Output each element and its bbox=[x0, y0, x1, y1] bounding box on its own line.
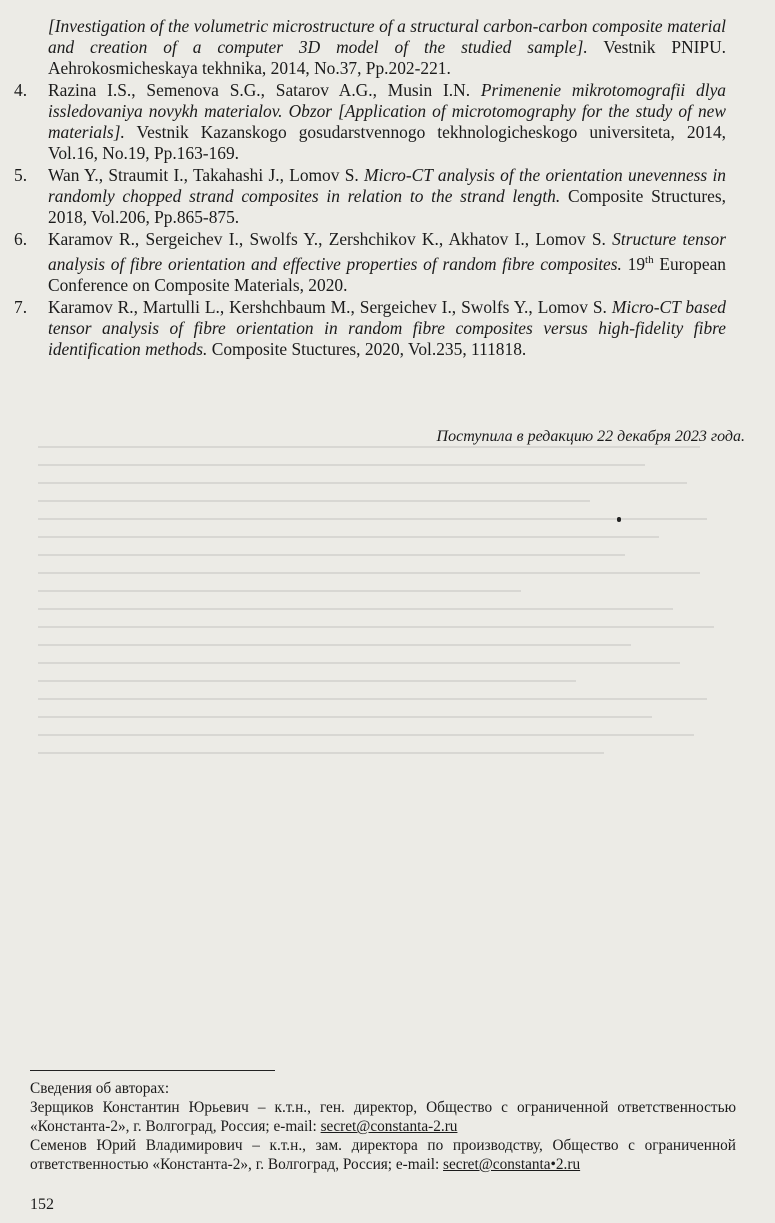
reference-text: Vestnik Kazanskogo gosudarstvennogo tekhnologicheskogo universiteta, 2014, Vol.16, No.19, Pp.163-169. bbox=[48, 122, 726, 163]
reference-number: 6. bbox=[14, 229, 28, 249]
bleed-through-text bbox=[38, 430, 728, 1110]
reference-text: Wan Y., Straumit I., Takahashi J., Lomov S. bbox=[48, 165, 364, 185]
reference-item bbox=[14, 297, 726, 360]
author-entry-1-text: Зерщиков Константин Юрьевич – к.т.н., ген. директор, Общество с ограниченной ответственностью «Константа-2», г. Волгоград, Россия; e-mail: bbox=[30, 1099, 736, 1135]
reference-item bbox=[14, 80, 726, 164]
received-date-note: Поступила в редакцию 22 декабря 2023 года. bbox=[436, 428, 745, 445]
reference-item bbox=[14, 16, 726, 79]
author-info bbox=[30, 1079, 736, 1174]
reference-title: Primenenie mikrotomografii dlya issledovaniya novykh materialov. Obzor [Application of microtomography for the study of new materials]. bbox=[48, 80, 726, 142]
reference-title: Micro-CT analysis of the orientation unevenness in randomly chopped strand composites in relation to the strand length. bbox=[48, 165, 726, 206]
reference-item bbox=[14, 229, 726, 296]
reference-list bbox=[14, 16, 726, 361]
author-entry-2-text: Семенов Юрий Владимирович – к.т.н., зам. директора по производству, Общество с ограниченной ответственностью «Константа-2», г. Волгоград, Россия; e-mail: bbox=[30, 1137, 736, 1173]
reference-text: Composite Structures, 2018, Vol.206, Pp.865-875. bbox=[48, 186, 726, 227]
author-2-email-link[interactable]: secret@constanta•2.ru bbox=[443, 1156, 581, 1173]
reference-text: Composite Stuctures, 2020, Vol.235, 111818. bbox=[207, 338, 527, 359]
author-info-heading: Сведения об авторах: bbox=[30, 1080, 170, 1097]
footnote-separator bbox=[30, 1070, 275, 1071]
reference-number: 5. bbox=[14, 165, 28, 185]
reference-text: European Conference on Composite Materials, 2020. bbox=[48, 253, 726, 295]
ink-speck bbox=[617, 517, 621, 522]
reference-item bbox=[14, 165, 726, 228]
reference-text: th bbox=[645, 254, 654, 266]
reference-text: Razina I.S., Semenova S.G., Satarov A.G., Musin I.N. bbox=[48, 80, 481, 100]
reference-number: 4. bbox=[14, 80, 28, 100]
reference-text: 19 bbox=[621, 253, 646, 274]
reference-title: Structure tensor analysis of fibre orientation and effective properties of random fibre composites. bbox=[48, 229, 726, 274]
reference-text: Karamov R., Sergeichev I., Swolfs Y., Zershchikov K., Akhatov I., Lomov S. bbox=[48, 229, 613, 249]
reference-title: [Investigation of the volumetric microstructure of a structural carbon-carbon composite material and creation of a computer 3D model of the studied sample]. bbox=[48, 16, 726, 57]
reference-number: 7. bbox=[14, 296, 28, 317]
author-entry-2 bbox=[30, 1136, 736, 1174]
page-number: 152 bbox=[30, 1196, 54, 1213]
reference-text: Karamov R., Martulli L., Kershchbaum M., Sergeichev I., Swolfs Y., Lomov S. bbox=[48, 296, 612, 317]
author-entry-1 bbox=[30, 1098, 736, 1136]
author-1-email-link[interactable]: secret@constanta-2.ru bbox=[320, 1118, 458, 1135]
reference-title: Micro-CT based tensor analysis of fibre orientation in random fibre composites versus high-fidelity fibre identification methods. bbox=[48, 296, 727, 359]
reference-text: Vestnik PNIPU. Aehrokosmicheskaya tekhnika, 2014, No.37, Pp.202-221. bbox=[48, 37, 727, 78]
